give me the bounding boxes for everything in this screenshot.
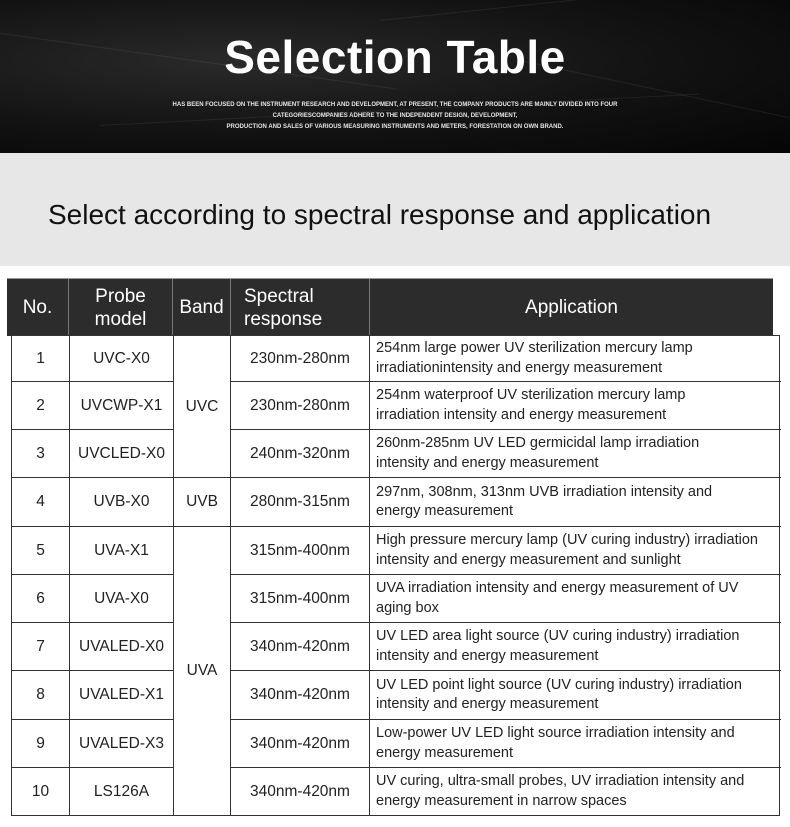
header-application	[370, 279, 773, 336]
application-cell	[370, 478, 781, 526]
application-line: irradiation intensity and energy measurement	[376, 406, 667, 423]
header-application-label: Application	[525, 297, 618, 318]
row-number: 4	[36, 493, 45, 510]
application-cell	[370, 336, 781, 381]
probe-model-cell: UVB-X0	[93, 493, 150, 510]
band-cell-uvc: UVC	[185, 397, 219, 415]
row-number: 2	[36, 396, 45, 414]
spectral-response-cell: 280nm-315nm	[250, 493, 350, 510]
header-spectral-line2: response	[244, 308, 323, 330]
application-line: intensity and energy measurement	[376, 454, 599, 471]
banner-subtitle-line: HAS BEEN FOCUSED ON THE INSTRUMENT RESEARCH AND DEVELOPMENT, AT PRESENT, THE COMPANY PRODUCTS ARE MAINLY DIVIDED INTO FOUR	[172, 102, 618, 108]
header-probe-model	[69, 279, 173, 336]
application-cell	[370, 430, 781, 477]
application-line: UV curing, ultra-small probes, UV irradiation intensity and	[376, 773, 745, 789]
application-line: energy measurement in narrow spaces	[376, 792, 627, 809]
application-line: aging box	[376, 599, 439, 616]
probe-model-cell: UVA-X0	[94, 589, 149, 607]
spectral-response-cell: 230nm-280nm	[250, 349, 350, 367]
selection-table	[11, 335, 780, 816]
application-line: energy measurement	[376, 744, 514, 761]
probe-model-cell: UVALED-X3	[79, 734, 164, 752]
row-number: 3	[36, 444, 45, 462]
probe-model-cell: UVCLED-X0	[78, 444, 165, 462]
spectral-response-cell: 340nm-420nm	[250, 734, 350, 752]
row-number: 5	[36, 541, 45, 559]
row-number: 6	[36, 589, 45, 607]
probe-model-cell: LS126A	[93, 782, 150, 800]
application-line: intensity and energy measurement	[376, 647, 599, 664]
application-cell	[370, 527, 781, 574]
banner-texture	[380, 0, 790, 21]
application-line: intensity and energy measurement and sunlight	[376, 551, 681, 568]
header-spectral-response	[231, 279, 370, 336]
table-header	[7, 278, 773, 336]
application-line: 254nm waterproof UV sterilization mercury lamp	[376, 387, 686, 403]
application-line: irradiationintensity and energy measurement	[376, 359, 663, 376]
banner-subtitle-line: CATEGORIESCOMPANIES ADHERE TO THE INDEPENDENT DESIGN, DEVELOPMENT,	[272, 113, 518, 119]
page-title: Selection Table	[224, 31, 566, 83]
application-line: 297nm, 308nm, 313nm UVB irradiation intensity and	[376, 483, 713, 500]
probe-model-cell: UVCWP-X1	[80, 396, 163, 414]
row-number: 1	[36, 349, 45, 367]
application-line: energy measurement	[376, 503, 514, 519]
application-cell	[370, 671, 781, 719]
probe-model-cell: UVALED-X1	[79, 686, 164, 703]
header-probe-model-line2: model	[94, 308, 147, 330]
banner-subtitle	[0, 100, 790, 133]
application-line: 260nm-285nm UV LED germicidal lamp irradiation	[376, 435, 700, 451]
application-cell	[370, 623, 781, 670]
spectral-response-cell: 230nm-280nm	[250, 396, 350, 414]
application-cell	[370, 720, 781, 767]
application-cell	[370, 575, 781, 622]
banner	[0, 0, 790, 153]
banner-subtitle-line: PRODUCTION AND SALES OF VARIOUS MEASURING INSTRUMENTS AND METERS, FORESTATION ON OWN BRAND.	[226, 124, 564, 130]
application-line: UV LED point light source (UV curing industry) irradiation	[376, 676, 742, 693]
header-band	[173, 279, 231, 336]
header-probe-model-line1: Probe	[95, 285, 146, 307]
application-line: intensity and energy measurement	[376, 696, 599, 712]
band-cell-uvb: UVB	[186, 493, 218, 510]
application-line: Low-power UV LED light source irradiation intensity and	[376, 725, 735, 741]
row-number: 9	[36, 734, 45, 752]
application-cell	[370, 382, 781, 429]
header-no-label: No.	[22, 297, 53, 318]
probe-model-cell: UVC-X0	[93, 349, 150, 367]
probe-model-cell: UVALED-X0	[79, 637, 164, 655]
spectral-response-cell: 340nm-420nm	[250, 637, 350, 655]
application-cell	[370, 768, 781, 815]
probe-model-cell: UVA-X1	[94, 541, 149, 559]
section-subtitle: Select according to spectral response and application	[48, 199, 712, 230]
header-spectral-line1: Spectral	[244, 285, 314, 307]
application-line: UVA irradiation intensity and energy measurement of UV	[376, 580, 739, 596]
spectral-response-cell: 340nm-420nm	[250, 782, 350, 800]
application-line: UV LED area light source (UV curing industry) irradiation	[376, 628, 740, 644]
spectral-response-cell: 315nm-400nm	[250, 541, 350, 559]
spectral-response-cell: 315nm-400nm	[250, 589, 350, 607]
header-band-label: Band	[179, 297, 224, 318]
band-cell-uva: UVA	[186, 662, 218, 679]
application-line: 254nm large power UV sterilization mercury lamp	[376, 340, 693, 356]
row-number: 8	[36, 686, 45, 703]
row-number: 10	[31, 782, 50, 800]
row-number: 7	[36, 637, 45, 655]
header-no	[7, 279, 69, 336]
spectral-response-cell: 340nm-420nm	[250, 686, 350, 703]
application-line: High pressure mercury lamp (UV curing industry) irradiation	[376, 532, 758, 548]
spectral-response-cell: 240nm-320nm	[250, 444, 350, 462]
